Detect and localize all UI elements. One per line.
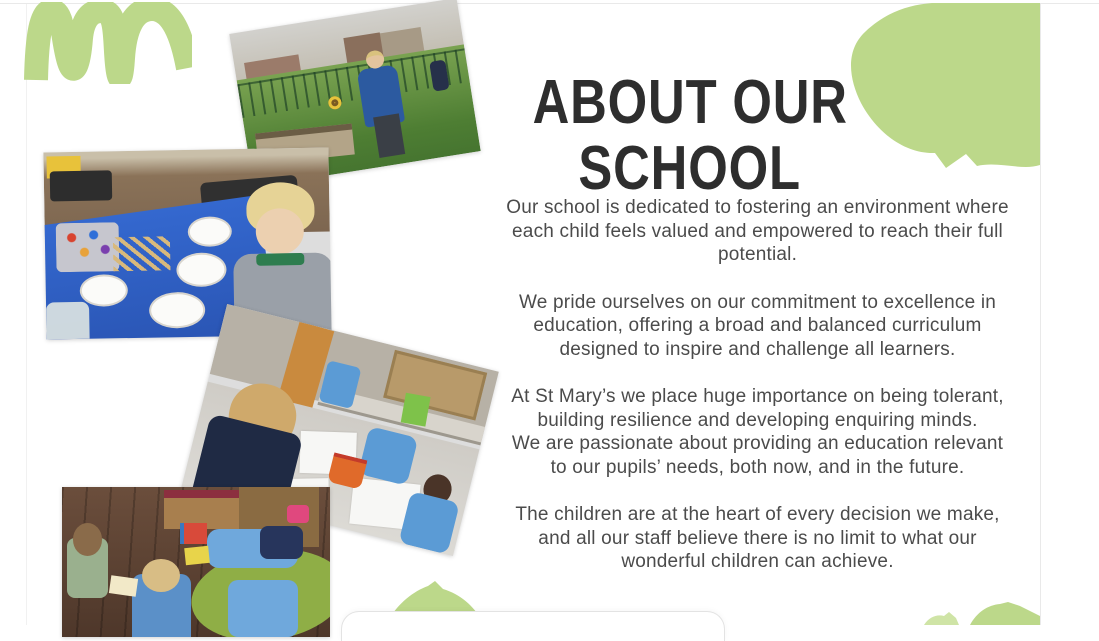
content-right-edge	[1040, 4, 1041, 625]
green-mounds-bottom-right-shape	[922, 602, 1040, 625]
classroom-pompom-basket	[56, 222, 120, 272]
rug-game-box	[180, 523, 207, 544]
about-text-block	[505, 196, 1010, 598]
rug-girl-shorts	[260, 526, 303, 559]
smiling-boy-collar	[256, 253, 304, 266]
about-paragraph-4: We are passionate about providing an education relevant to our pupils’ needs, both now, and in the future.	[511, 433, 1004, 478]
about-paragraph-5: The children are at the heart of every decision we make, and all our staff believe there is no limit to what our wonderful children can achieve.	[515, 504, 1000, 572]
rug-child-right	[228, 580, 298, 637]
rug-game-card	[184, 546, 210, 565]
rug-pink-shoe	[287, 505, 308, 523]
bottom-sheet[interactable]	[341, 611, 725, 641]
desks-green-folder	[401, 393, 431, 427]
about-paragraph-1: Our school is dedicated to fostering an environment where each child feels valued and empowered to reach their full potential.	[506, 197, 1009, 265]
rug-game-card	[109, 575, 138, 597]
content-left-edge	[26, 4, 27, 625]
page-title	[460, 67, 920, 203]
about-paragraph-3: At St Mary’s we place huge importance on being tolerant, building resilience and developing enquiring minds.	[511, 386, 1004, 431]
photo-classroom-table	[43, 148, 331, 340]
classroom-craft-sticks	[113, 236, 171, 271]
page-title-line-1: ABOUT OUR	[532, 67, 848, 137]
rug-child-front-hair	[142, 559, 180, 592]
page-title-line-2: SCHOOL	[578, 133, 802, 203]
smiling-boy-face	[255, 208, 304, 255]
classroom-tray	[49, 170, 112, 201]
classroom-jar	[46, 301, 89, 339]
photo-rug-game	[62, 487, 330, 637]
rug-child-left-hair	[73, 523, 102, 556]
green-squiggle-shape	[22, 2, 192, 84]
about-paragraph-2: We pride ourselves on our commitment to excellence in education, offering a broad and balanced curriculum designed to inspire and challenge all learners.	[518, 291, 997, 360]
top-divider	[0, 3, 1099, 4]
